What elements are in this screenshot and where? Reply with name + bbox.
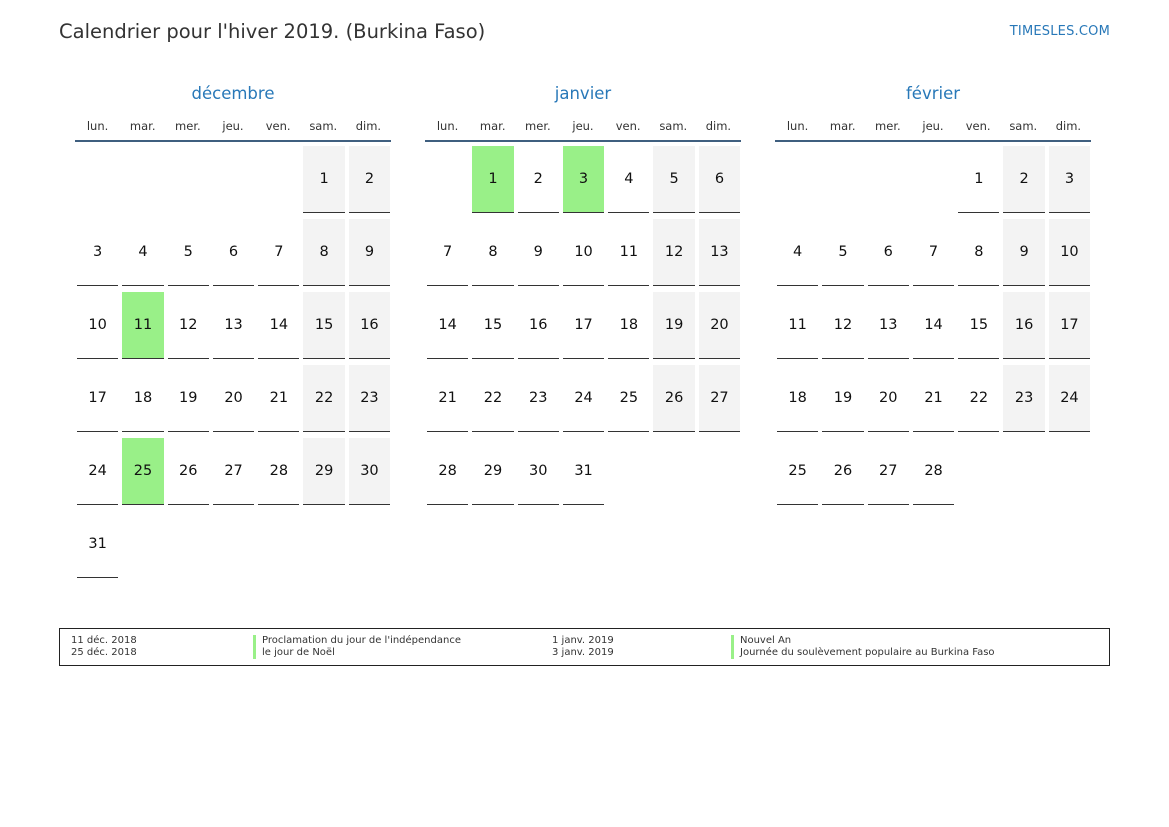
day-cell[interactable] [301, 438, 346, 511]
day-number: 24 [77, 438, 118, 505]
day-cell[interactable] [425, 365, 470, 438]
holiday-day-cell[interactable] [120, 438, 165, 511]
day-number: 6 [699, 146, 740, 213]
day-cell[interactable] [425, 438, 470, 511]
day-cell[interactable] [211, 365, 256, 438]
day-cell[interactable] [75, 511, 120, 584]
month-december [75, 83, 391, 584]
day-number: 2 [349, 146, 390, 213]
day-cell[interactable] [425, 292, 470, 365]
weekday-label: sam. [1009, 119, 1038, 133]
day-number: 7 [913, 219, 954, 286]
empty-cell [211, 146, 256, 219]
day-cell[interactable] [75, 365, 120, 438]
day-cell[interactable] [651, 292, 696, 365]
day-cell[interactable] [561, 292, 606, 365]
weekday-label: mer. [875, 119, 901, 133]
day-cell[interactable] [166, 292, 211, 365]
holiday-day-cell[interactable] [561, 146, 606, 219]
day-cell[interactable] [775, 438, 820, 511]
weekday-label: lun. [86, 119, 109, 133]
legend-date: 11 déc. 2018 [71, 635, 137, 646]
day-number: 31 [77, 511, 118, 578]
month-february [775, 83, 1091, 511]
day-number: 10 [563, 219, 604, 286]
day-number: 13 [699, 219, 740, 286]
day-number: 18 [608, 292, 649, 359]
day-cell[interactable] [820, 292, 865, 365]
weekday-label: lun. [436, 119, 459, 133]
day-number: 16 [349, 292, 390, 359]
day-number: 30 [518, 438, 559, 505]
day-number: 15 [958, 292, 999, 359]
weekday-label: dim. [1055, 119, 1082, 133]
weekday-label: ven. [615, 119, 641, 133]
day-number: 25 [777, 438, 818, 505]
day-number: 26 [653, 365, 694, 432]
empty-cell [775, 146, 820, 219]
day-number: 20 [699, 292, 740, 359]
day-number: 4 [122, 219, 163, 286]
day-cell[interactable] [911, 219, 956, 292]
day-cell[interactable] [606, 292, 651, 365]
day-number: 17 [563, 292, 604, 359]
day-number: 9 [349, 219, 390, 286]
day-number: 22 [472, 365, 513, 432]
day-cell[interactable] [301, 219, 346, 292]
weekday-label: lun. [786, 119, 809, 133]
day-cell[interactable] [775, 292, 820, 365]
site-link[interactable]: TIMESLES.COM [1009, 24, 1110, 39]
day-cell[interactable] [561, 219, 606, 292]
day-cell[interactable] [911, 438, 956, 511]
weekday-label: jeu. [922, 119, 944, 133]
weekday-label: sam. [309, 119, 338, 133]
day-cell[interactable] [75, 219, 120, 292]
day-cell[interactable] [820, 219, 865, 292]
day-number: 9 [1003, 219, 1044, 286]
day-number: 6 [213, 219, 254, 286]
day-number: 3 [77, 219, 118, 286]
day-cell[interactable] [561, 438, 606, 511]
day-number: 29 [472, 438, 513, 505]
day-cell[interactable] [347, 365, 392, 438]
day-cell[interactable] [775, 219, 820, 292]
day-number: 13 [213, 292, 254, 359]
day-cell[interactable] [911, 292, 956, 365]
day-number: 12 [822, 292, 863, 359]
empty-cell [911, 146, 956, 219]
day-number: 11 [777, 292, 818, 359]
day-number: 26 [168, 438, 209, 505]
day-cell[interactable] [347, 146, 392, 219]
month-name: février [905, 84, 961, 103]
day-cell[interactable] [470, 365, 515, 438]
day-number: 8 [472, 219, 513, 286]
weekday-header [75, 118, 391, 142]
day-cell[interactable] [697, 365, 742, 438]
day-number: 16 [518, 292, 559, 359]
day-cell[interactable] [775, 365, 820, 438]
day-cell[interactable] [256, 219, 301, 292]
day-number: 15 [303, 292, 344, 359]
day-cell[interactable] [166, 365, 211, 438]
day-number: 1 [958, 146, 999, 213]
day-cell[interactable] [75, 292, 120, 365]
day-number: 10 [77, 292, 118, 359]
day-cell[interactable] [697, 292, 742, 365]
day-cell[interactable] [1047, 146, 1092, 219]
day-number: 23 [1003, 365, 1044, 432]
day-number: 27 [213, 438, 254, 505]
empty-cell [866, 146, 911, 219]
day-cell[interactable] [1001, 219, 1046, 292]
day-number: 26 [822, 438, 863, 505]
day-number: 3 [1049, 146, 1090, 213]
empty-cell [425, 146, 470, 219]
day-cell[interactable] [956, 365, 1001, 438]
day-number: 24 [1049, 365, 1090, 432]
weekday-label: ven. [265, 119, 291, 133]
day-cell[interactable] [866, 292, 911, 365]
day-grid [425, 146, 741, 511]
day-number: 14 [913, 292, 954, 359]
day-number: 1 [303, 146, 344, 213]
day-cell[interactable] [211, 292, 256, 365]
day-cell[interactable] [166, 438, 211, 511]
day-number: 28 [258, 438, 299, 505]
day-grid [75, 146, 391, 584]
day-number: 18 [122, 365, 163, 432]
weekday-label: mar. [479, 119, 506, 133]
weekday-label: jeu. [222, 119, 244, 133]
day-cell[interactable] [470, 292, 515, 365]
day-number: 28 [427, 438, 468, 505]
day-number: 9 [518, 219, 559, 286]
legend-holiday-name: Journée du soulèvement populaire au Burkina Faso [731, 647, 995, 659]
day-number: 19 [822, 365, 863, 432]
day-cell[interactable] [256, 292, 301, 365]
day-number: 15 [472, 292, 513, 359]
empty-cell [75, 146, 120, 219]
day-cell[interactable] [820, 438, 865, 511]
day-number: 11 [608, 219, 649, 286]
day-cell[interactable] [956, 292, 1001, 365]
day-number: 30 [349, 438, 390, 505]
empty-cell [820, 146, 865, 219]
weekday-label: mer. [175, 119, 201, 133]
day-cell[interactable] [301, 146, 346, 219]
month-january [425, 83, 741, 511]
empty-cell [120, 146, 165, 219]
day-cell[interactable] [911, 365, 956, 438]
day-cell[interactable] [166, 219, 211, 292]
day-number: 17 [77, 365, 118, 432]
day-cell[interactable] [697, 219, 742, 292]
day-cell[interactable] [516, 146, 561, 219]
weekday-label: mar. [829, 119, 856, 133]
day-cell[interactable] [120, 365, 165, 438]
day-number: 25 [122, 438, 163, 505]
weekday-header [775, 118, 1091, 142]
day-number: 12 [168, 292, 209, 359]
day-cell[interactable] [1001, 292, 1046, 365]
day-number: 2 [518, 146, 559, 213]
day-number: 6 [868, 219, 909, 286]
weekday-header [425, 118, 741, 142]
day-cell[interactable] [956, 219, 1001, 292]
day-number: 13 [868, 292, 909, 359]
day-number: 1 [472, 146, 513, 213]
day-cell[interactable] [866, 365, 911, 438]
day-number: 2 [1003, 146, 1044, 213]
day-cell[interactable] [1047, 292, 1092, 365]
day-number: 11 [122, 292, 163, 359]
weekday-label: dim. [705, 119, 732, 133]
day-cell[interactable] [651, 146, 696, 219]
day-cell[interactable] [606, 146, 651, 219]
day-number: 5 [168, 219, 209, 286]
holiday-day-cell[interactable] [470, 146, 515, 219]
day-number: 3 [563, 146, 604, 213]
day-cell[interactable] [301, 292, 346, 365]
day-number: 4 [608, 146, 649, 213]
day-cell[interactable] [75, 438, 120, 511]
day-cell[interactable] [1047, 219, 1092, 292]
legend-date: 3 janv. 2019 [552, 647, 614, 658]
day-cell[interactable] [651, 365, 696, 438]
day-cell[interactable] [347, 292, 392, 365]
day-number: 7 [258, 219, 299, 286]
day-cell[interactable] [120, 219, 165, 292]
day-number: 16 [1003, 292, 1044, 359]
weekday-label: dim. [355, 119, 382, 133]
day-cell[interactable] [347, 438, 392, 511]
weekday-label: mer. [525, 119, 551, 133]
day-number: 14 [258, 292, 299, 359]
legend-holiday-name: le jour de Noël [253, 647, 335, 659]
day-grid [775, 146, 1091, 511]
weekday-label: sam. [659, 119, 688, 133]
empty-cell [166, 146, 211, 219]
day-cell[interactable] [516, 292, 561, 365]
day-number: 19 [168, 365, 209, 432]
day-cell[interactable] [256, 438, 301, 511]
day-cell[interactable] [866, 438, 911, 511]
legend-holiday-name: Proclamation du jour de l'indépendance [253, 635, 461, 647]
day-cell[interactable] [561, 365, 606, 438]
day-cell[interactable] [956, 146, 1001, 219]
day-cell[interactable] [820, 365, 865, 438]
day-number: 19 [653, 292, 694, 359]
day-cell[interactable] [866, 219, 911, 292]
day-number: 29 [303, 438, 344, 505]
day-cell[interactable] [1001, 146, 1046, 219]
day-cell[interactable] [425, 219, 470, 292]
day-number: 31 [563, 438, 604, 505]
day-number: 21 [913, 365, 954, 432]
day-number: 20 [868, 365, 909, 432]
day-cell[interactable] [301, 365, 346, 438]
day-number: 28 [913, 438, 954, 505]
day-number: 12 [653, 219, 694, 286]
day-cell[interactable] [606, 365, 651, 438]
day-number: 14 [427, 292, 468, 359]
day-number: 10 [1049, 219, 1090, 286]
day-number: 22 [303, 365, 344, 432]
day-number: 20 [213, 365, 254, 432]
day-number: 22 [958, 365, 999, 432]
day-number: 24 [563, 365, 604, 432]
day-number: 8 [958, 219, 999, 286]
day-number: 4 [777, 219, 818, 286]
month-name: janvier [554, 84, 612, 103]
day-cell[interactable] [697, 146, 742, 219]
day-number: 7 [427, 219, 468, 286]
day-number: 8 [303, 219, 344, 286]
day-cell[interactable] [606, 219, 651, 292]
day-number: 5 [822, 219, 863, 286]
day-cell[interactable] [651, 219, 696, 292]
day-cell[interactable] [1047, 365, 1092, 438]
weekday-label: jeu. [572, 119, 594, 133]
day-cell[interactable] [516, 365, 561, 438]
day-number: 21 [258, 365, 299, 432]
weekday-label: ven. [965, 119, 991, 133]
day-cell[interactable] [1001, 365, 1046, 438]
day-cell[interactable] [211, 219, 256, 292]
page-title: Calendrier pour l'hiver 2019. (Burkina Faso) [59, 20, 486, 43]
day-number: 27 [699, 365, 740, 432]
day-number: 18 [777, 365, 818, 432]
legend-date: 1 janv. 2019 [552, 635, 614, 646]
day-cell[interactable] [256, 365, 301, 438]
day-number: 5 [653, 146, 694, 213]
day-number: 17 [1049, 292, 1090, 359]
day-number: 21 [427, 365, 468, 432]
month-name: décembre [191, 84, 275, 103]
legend-holiday-name: Nouvel An [731, 635, 791, 647]
day-cell[interactable] [516, 219, 561, 292]
legend-date: 25 déc. 2018 [71, 647, 137, 658]
day-cell[interactable] [211, 438, 256, 511]
day-cell[interactable] [516, 438, 561, 511]
day-number: 23 [518, 365, 559, 432]
holiday-legend [59, 628, 1110, 666]
day-cell[interactable] [470, 219, 515, 292]
day-number: 23 [349, 365, 390, 432]
weekday-label: mar. [129, 119, 156, 133]
empty-cell [256, 146, 301, 219]
day-cell[interactable] [347, 219, 392, 292]
holiday-day-cell[interactable] [120, 292, 165, 365]
day-cell[interactable] [470, 438, 515, 511]
day-number: 27 [868, 438, 909, 505]
day-number: 25 [608, 365, 649, 432]
